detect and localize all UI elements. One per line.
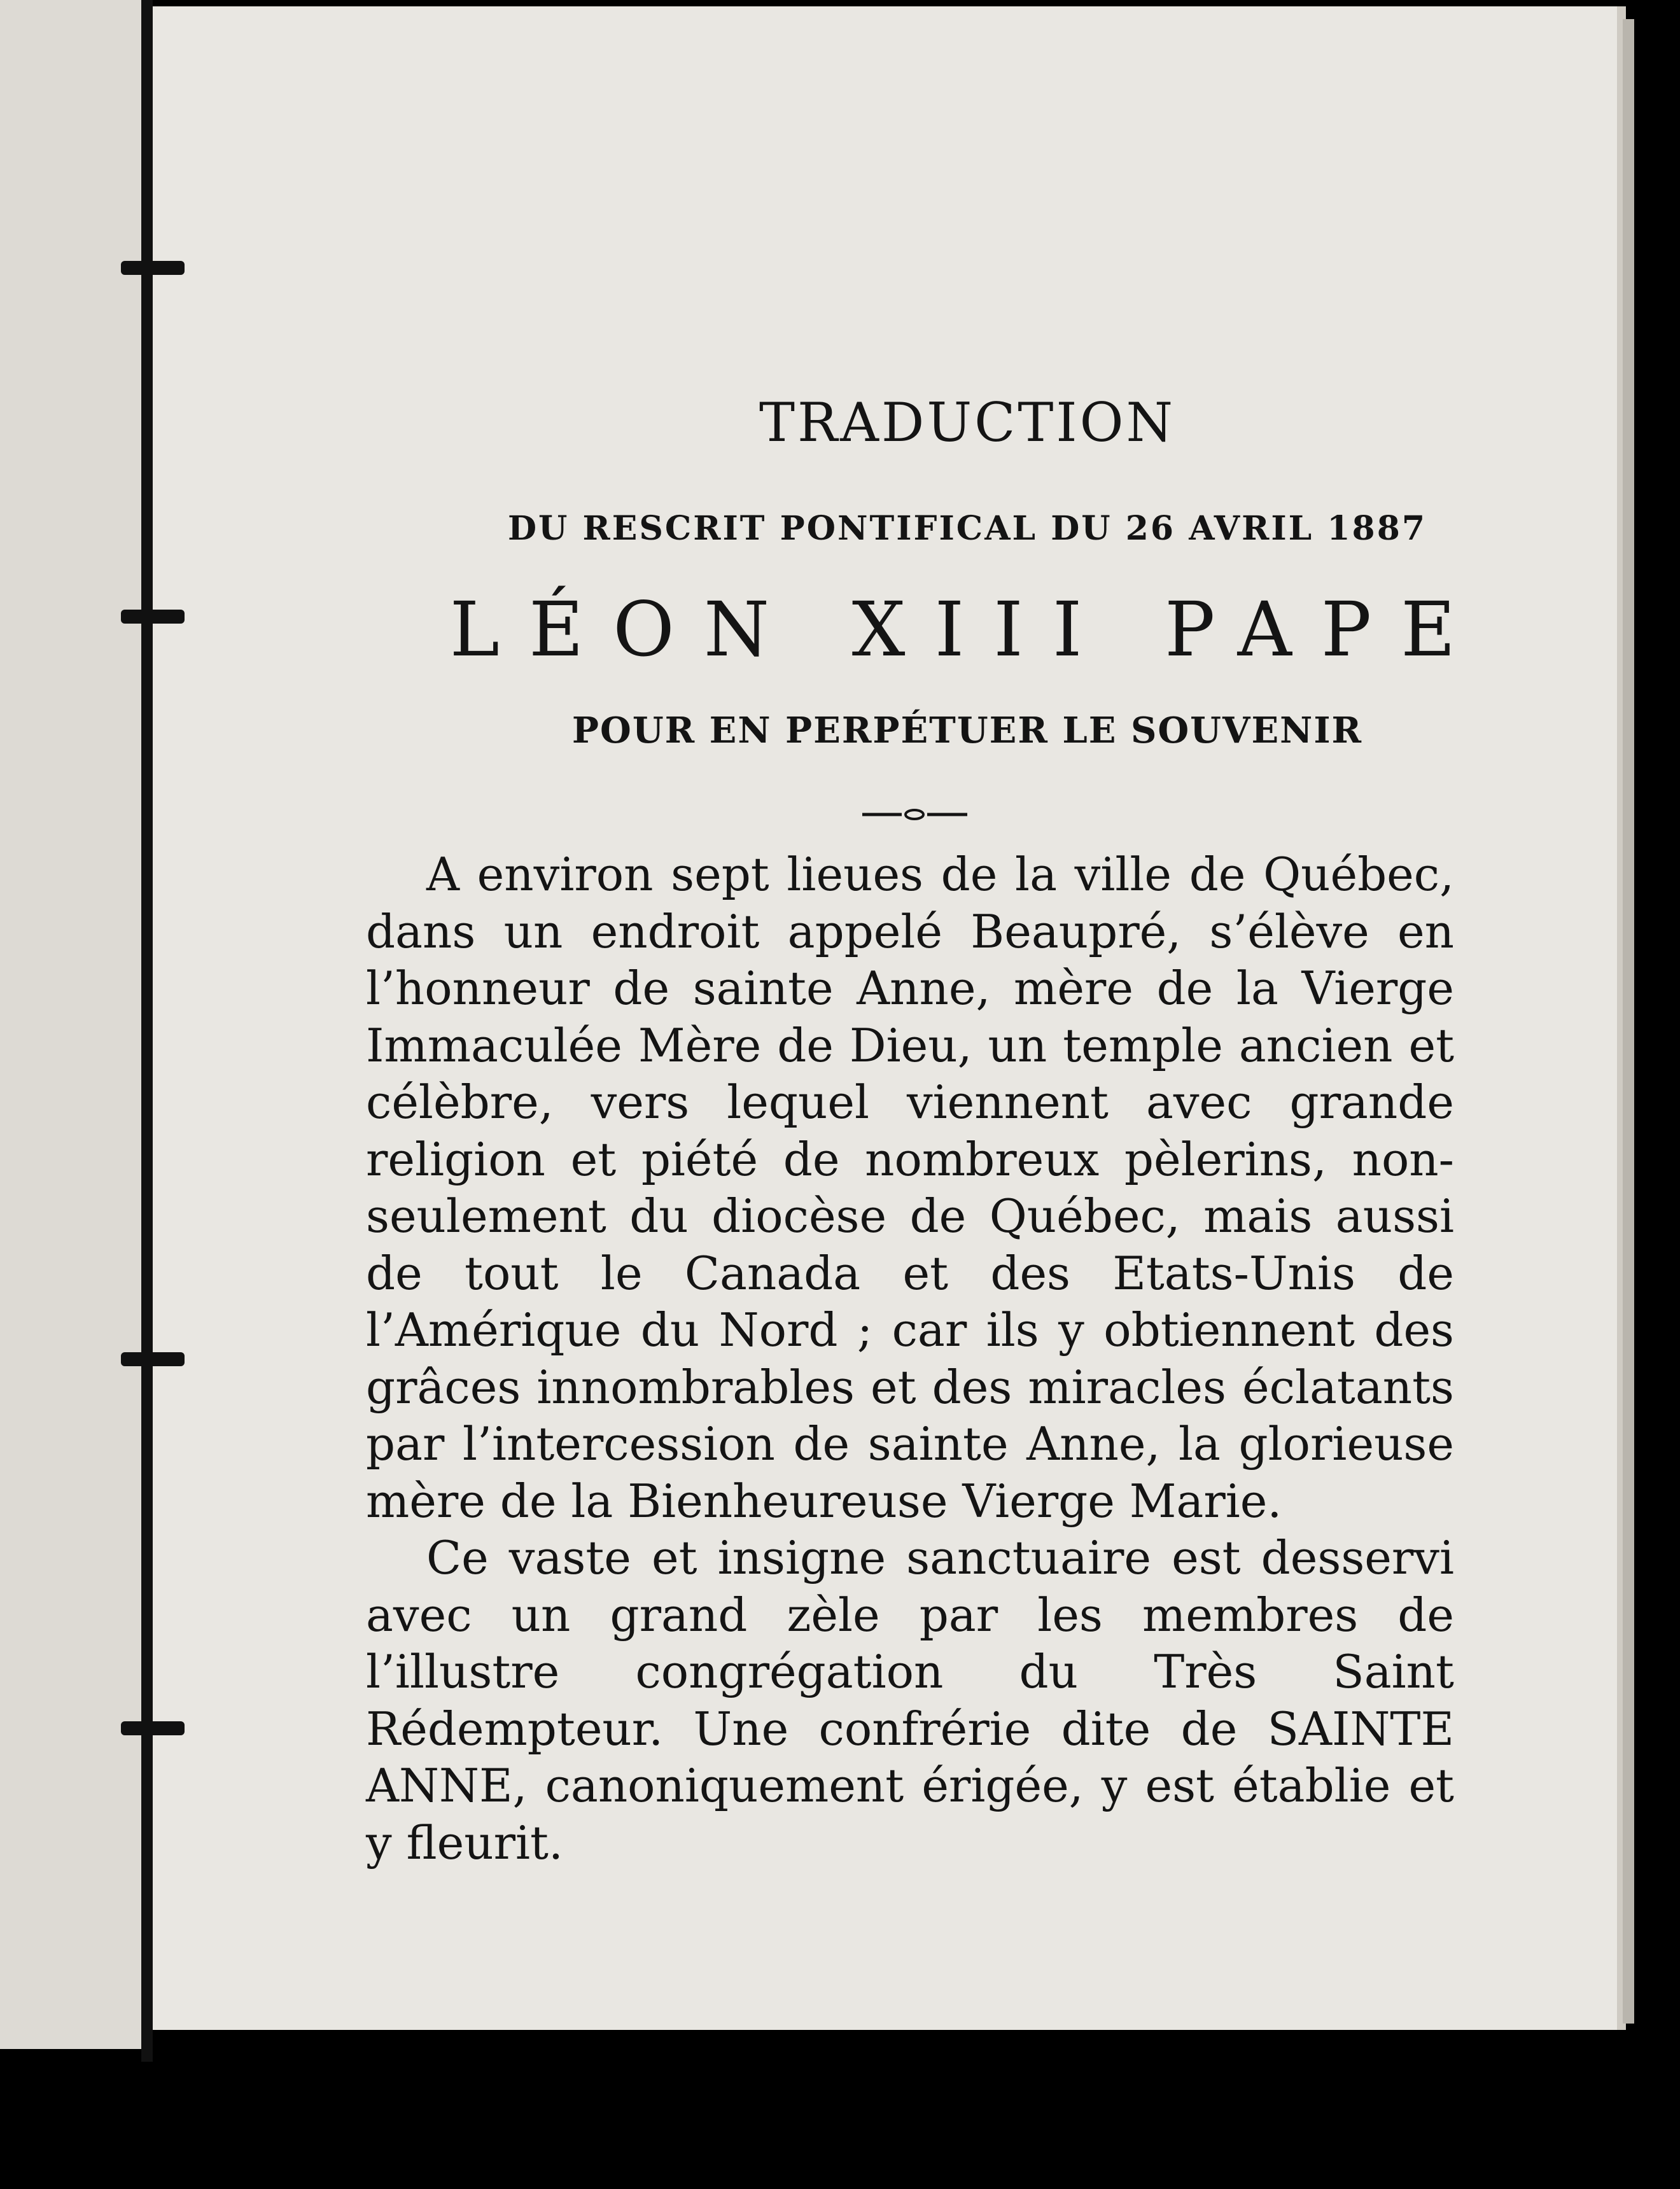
paragraph: Ce vaste et insigne sanctuaire est desservi avec un grand zèle par les membres de l’illustre congrégation du Très Saint Rédempteur. Une confrérie dite de SAINTE ANNE, canoniquement érigée, y est établie et y fleurit. bbox=[366, 1531, 1454, 1870]
binding-stitch bbox=[121, 1721, 185, 1735]
page-edge bbox=[1623, 19, 1634, 2024]
document-subtitle: DU RESCRIT PONTIFICAL DU 26 AVRIL 1887 bbox=[507, 509, 1427, 548]
facing-page bbox=[0, 0, 143, 2049]
paragraph: A environ sept lieues de la ville de Québec, dans un endroit appelé Beaupré, s’élève en l’honneur de sainte Anne, mère de la Vierge Immaculée Mère de Dieu, un temple ancien et célèbre, vers lequel viennent avec grande religion et piété de nombreux pèlerins, non-seulement du diocèse de Québec, mais aussi de tout le Canada et des Etats-Unis de l’Amérique du Nord ; car ils y obtiennent des grâces innombrables et des miracles éclatants par l’intercession de sainte Anne, la glorieuse mère de la Bienheureuse Vierge Marie. bbox=[366, 848, 1454, 1528]
document-subheading: POUR EN PERPÉTUER LE SOUVENIR bbox=[571, 710, 1363, 752]
scan-border bbox=[0, 2062, 1680, 2189]
document-body bbox=[366, 846, 1454, 1871]
document-heading: LÉON XIII PAPE bbox=[449, 585, 1485, 673]
binding-stitch bbox=[121, 261, 185, 275]
document-title: TRADUCTION bbox=[759, 391, 1175, 454]
binding-stitch bbox=[121, 610, 185, 624]
binding-thread bbox=[141, 0, 153, 2100]
binding-stitch bbox=[121, 1352, 185, 1366]
ornament-divider bbox=[862, 808, 967, 821]
